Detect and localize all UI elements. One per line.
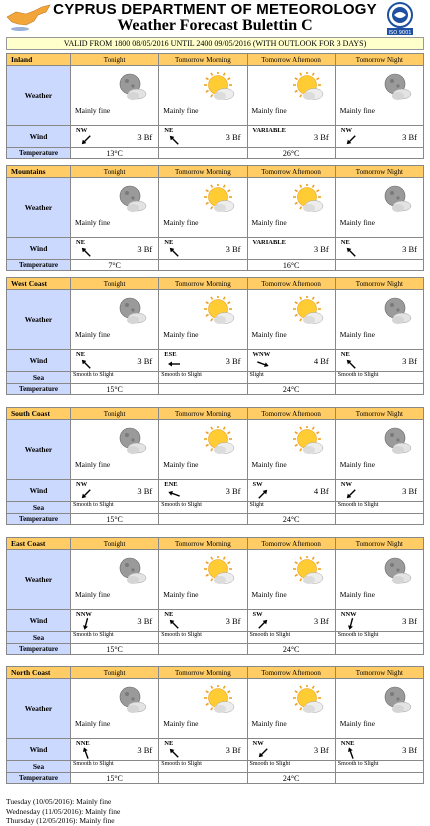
wind-direction: NNW [76, 611, 92, 618]
wind-label: Wind [7, 480, 71, 502]
weather-cell [335, 550, 423, 610]
temperature-label: Temperature [7, 148, 71, 159]
wind-cell [247, 126, 335, 148]
weather-cell [247, 679, 335, 739]
condition-text: Mainly fine [251, 460, 287, 469]
wind-arrow-icon [79, 618, 93, 632]
weather-cell [247, 420, 335, 480]
wind-cell [247, 480, 335, 502]
wind-arrow-icon [79, 134, 93, 148]
sea-state: Smooth to Slight [247, 632, 335, 644]
condition-text: Mainly fine [75, 106, 111, 115]
temperature-empty [335, 260, 423, 271]
temperature-min: 15°C [71, 773, 159, 784]
temperature-max: 24°C [247, 773, 335, 784]
temperature-empty [335, 644, 423, 655]
temperature-min: 13°C [71, 148, 159, 159]
wind-force: 3 Bf [313, 132, 329, 142]
region-table [6, 666, 424, 784]
wind-cell [71, 610, 159, 632]
weather-label: Weather [7, 66, 71, 126]
temperature-empty [159, 773, 247, 784]
wind-direction: NW [76, 481, 88, 488]
weather-cell [247, 178, 335, 238]
condition-text: Mainly fine [339, 719, 375, 728]
weather-cell [159, 178, 247, 238]
wind-force: 3 Bf [225, 745, 241, 755]
period-header: Tomorrow Night [335, 538, 423, 550]
sea-state: Smooth to Slight [159, 761, 247, 773]
wind-direction: NW [340, 127, 352, 134]
weather-label: Weather [7, 290, 71, 350]
region-name: South Coast [7, 408, 71, 420]
temperature-max: 26°C [247, 148, 335, 159]
sea-state: Smooth to Slight [159, 372, 247, 384]
weather-cell [159, 679, 247, 739]
wind-force: 3 Bf [137, 486, 153, 496]
wind-cell [247, 610, 335, 632]
condition-text: Mainly fine [75, 218, 111, 227]
weather-cell [159, 550, 247, 610]
weather-cell [159, 66, 247, 126]
wind-direction: NE [164, 239, 174, 246]
wind-direction: WNW [252, 351, 271, 358]
wind-arrow-icon [167, 618, 181, 632]
temperature-empty [159, 514, 247, 525]
condition-text: Mainly fine [163, 460, 199, 469]
weather-cell [71, 420, 159, 480]
condition-text: Mainly fine [339, 330, 375, 339]
wind-cell [71, 126, 159, 148]
period-header: Tomorrow Night [335, 278, 423, 290]
wind-arrow-icon [79, 488, 93, 502]
wind-direction: ENE [164, 481, 178, 488]
period-header: Tomorrow Morning [159, 538, 247, 550]
region-name: West Coast [7, 278, 71, 290]
temperature-empty [335, 514, 423, 525]
wind-force: 3 Bf [313, 616, 329, 626]
wind-force: 3 Bf [313, 244, 329, 254]
weather-cell [247, 290, 335, 350]
period-header: Tomorrow Morning [159, 54, 247, 66]
wind-label: Wind [7, 126, 71, 148]
condition-text: Mainly fine [251, 719, 287, 728]
weather-cell [335, 178, 423, 238]
sea-state: Smooth to Slight [335, 372, 423, 384]
temperature-empty [335, 384, 423, 395]
weather-label: Weather [7, 178, 71, 238]
wind-arrow-icon [79, 246, 93, 260]
sea-state: Slight [247, 502, 335, 514]
wind-cell [71, 739, 159, 761]
weather-cell [159, 290, 247, 350]
period-header: Tomorrow Afternoon [247, 54, 335, 66]
wind-cell [159, 610, 247, 632]
wind-direction: NW [76, 127, 88, 134]
temperature-max: 24°C [247, 644, 335, 655]
period-header: Tonight [71, 278, 159, 290]
wind-force: 3 Bf [402, 244, 417, 254]
wind-direction: NNW [340, 611, 357, 618]
weather-cell [71, 679, 159, 739]
temperature-label: Temperature [7, 644, 71, 655]
sea-state: Smooth to Slight [159, 502, 247, 514]
temperature-label: Temperature [7, 260, 71, 271]
period-header: Tonight [71, 538, 159, 550]
period-header: Tomorrow Morning [159, 667, 247, 679]
wind-direction: VARIABLE [252, 127, 286, 134]
wind-force: 3 Bf [225, 132, 241, 142]
outlook-line: Tuesday (10/05/2016): Mainly fine [6, 797, 112, 806]
wind-force: 4 Bf [313, 486, 329, 496]
period-header: Tomorrow Night [335, 408, 423, 420]
wind-arrow-icon [344, 134, 358, 148]
wind-arrow-icon [256, 747, 270, 761]
wind-force: 3 Bf [137, 616, 153, 626]
weather-cell [247, 550, 335, 610]
period-header: Tomorrow Afternoon [247, 408, 335, 420]
wind-force: 3 Bf [402, 132, 417, 142]
wind-direction: VARIABLE [252, 239, 286, 246]
wind-direction: NE [164, 127, 174, 134]
condition-text: Mainly fine [251, 590, 287, 599]
wind-cell [71, 350, 159, 372]
wind-cell [159, 126, 247, 148]
wind-cell [335, 126, 423, 148]
period-header: Tomorrow Afternoon [247, 278, 335, 290]
temperature-label: Temperature [7, 384, 71, 395]
wind-direction: NNE [340, 740, 355, 747]
wind-direction: NW [340, 481, 352, 488]
sea-state: Smooth to Slight [71, 761, 159, 773]
wind-direction: NE [76, 239, 86, 246]
sea-state: Smooth to Slight [335, 502, 423, 514]
wind-direction: NE [76, 351, 86, 358]
wind-arrow-icon [344, 488, 358, 502]
condition-text: Mainly fine [251, 218, 287, 227]
wind-direction: ESE [164, 351, 177, 358]
wind-direction: NE [340, 239, 350, 246]
region-table [6, 53, 424, 159]
wind-force: 3 Bf [137, 745, 153, 755]
temperature-empty [335, 773, 423, 784]
period-header: Tomorrow Afternoon [247, 166, 335, 178]
wind-cell [335, 350, 423, 372]
weather-cell [159, 420, 247, 480]
wind-direction: NE [164, 740, 174, 747]
wind-force: 3 Bf [402, 486, 417, 496]
wind-arrow-icon [256, 358, 270, 372]
condition-text: Mainly fine [75, 460, 111, 469]
outlook-line: Thursday (12/05/2016): Mainly fine [6, 816, 115, 825]
wind-cell [71, 238, 159, 260]
condition-text: Mainly fine [339, 460, 375, 469]
period-header: Tomorrow Morning [159, 166, 247, 178]
condition-text: Mainly fine [339, 106, 375, 115]
wind-cell [247, 350, 335, 372]
wind-arrow-icon [256, 618, 270, 632]
temperature-max: 24°C [247, 514, 335, 525]
period-header: Tomorrow Morning [159, 278, 247, 290]
wind-force: 3 Bf [137, 356, 153, 366]
weather-cell [335, 290, 423, 350]
condition-text: Mainly fine [75, 719, 111, 728]
region-name: Mountains [7, 166, 71, 178]
temperature-label: Temperature [7, 773, 71, 784]
wind-arrow-icon [167, 358, 181, 372]
condition-text: Mainly fine [163, 330, 199, 339]
wind-force: 4 Bf [313, 356, 329, 366]
condition-text: Mainly fine [75, 590, 111, 599]
wind-force: 3 Bf [225, 486, 241, 496]
temperature-min: 15°C [71, 384, 159, 395]
wind-cell [335, 739, 423, 761]
wind-arrow-icon [79, 747, 93, 761]
validity-banner: VALID FROM 1800 08/05/2016 UNTIL 2400 09/05/2016 (WITH OUTLOOK FOR 3 DAYS) [6, 37, 424, 50]
region-name: East Coast [7, 538, 71, 550]
weather-label: Weather [7, 679, 71, 739]
wind-force: 3 Bf [313, 745, 329, 755]
sea-label: Sea [7, 372, 71, 384]
period-header: Tonight [71, 166, 159, 178]
wind-direction: NE [164, 611, 174, 618]
wind-arrow-icon [344, 358, 358, 372]
temperature-min: 15°C [71, 644, 159, 655]
weather-cell [71, 66, 159, 126]
wind-label: Wind [7, 739, 71, 761]
wind-force: 3 Bf [137, 244, 153, 254]
wind-arrow-icon [167, 134, 181, 148]
temperature-empty [159, 644, 247, 655]
sea-state: Smooth to Slight [247, 761, 335, 773]
wind-cell [159, 238, 247, 260]
wind-force: 3 Bf [225, 616, 241, 626]
condition-text: Mainly fine [163, 218, 199, 227]
wind-arrow-icon [344, 618, 358, 632]
weather-label: Weather [7, 420, 71, 480]
condition-text: Mainly fine [251, 106, 287, 115]
weather-cell [335, 679, 423, 739]
wind-direction: SW [252, 481, 263, 488]
wind-arrow-icon [256, 488, 270, 502]
condition-text: Mainly fine [163, 106, 199, 115]
temperature-empty [159, 148, 247, 159]
sea-state: Smooth to Slight [335, 632, 423, 644]
temperature-min: 15°C [71, 514, 159, 525]
outlook [6, 797, 120, 826]
condition-text: Mainly fine [163, 719, 199, 728]
temperature-max: 24°C [247, 384, 335, 395]
sea-state: Slight [247, 372, 335, 384]
weather-cell [71, 550, 159, 610]
wind-force: 3 Bf [225, 244, 241, 254]
period-header: Tomorrow Afternoon [247, 667, 335, 679]
wind-force: 3 Bf [137, 132, 153, 142]
weather-cell [71, 178, 159, 238]
bulletin-title: Weather Forecast Bulettin C [117, 17, 313, 34]
region-table [6, 165, 424, 271]
wind-force: 3 Bf [402, 745, 417, 755]
temperature-label: Temperature [7, 514, 71, 525]
bulletin-header [0, 0, 430, 36]
wind-cell [335, 480, 423, 502]
region-table [6, 537, 424, 655]
wind-cell [247, 238, 335, 260]
period-header: Tomorrow Morning [159, 408, 247, 420]
region-name: North Coast [7, 667, 71, 679]
wind-direction: NE [340, 351, 350, 358]
region-name: Inland [7, 54, 71, 66]
wind-label: Wind [7, 610, 71, 632]
iso-label: ISO 9001 [388, 30, 412, 36]
period-header: Tonight [71, 408, 159, 420]
temperature-empty [159, 384, 247, 395]
temperature-max: 16°C [247, 260, 335, 271]
outlook-line: Wednesday (11/05/2016): Mainly fine [6, 806, 121, 816]
sea-label: Sea [7, 502, 71, 514]
condition-text: Mainly fine [75, 330, 111, 339]
period-header: Tomorrow Night [335, 54, 423, 66]
wind-cell [159, 739, 247, 761]
period-header: Tonight [71, 667, 159, 679]
wind-arrow-icon [344, 246, 358, 260]
condition-text: Mainly fine [163, 590, 199, 599]
condition-text: Mainly fine [339, 218, 375, 227]
region-table [6, 407, 424, 525]
wind-arrow-icon [167, 747, 181, 761]
sea-label: Sea [7, 632, 71, 644]
wind-cell [247, 739, 335, 761]
period-header: Tomorrow Night [335, 166, 423, 178]
wind-label: Wind [7, 350, 71, 372]
weather-cell [71, 290, 159, 350]
wind-force: 3 Bf [402, 356, 417, 366]
wind-label: Wind [7, 238, 71, 260]
wind-cell [335, 610, 423, 632]
weather-cell [247, 66, 335, 126]
wind-direction: NNE [76, 740, 90, 747]
wind-direction: SW [252, 611, 263, 618]
sea-state: Smooth to Slight [71, 632, 159, 644]
wind-arrow-icon [167, 246, 181, 260]
sea-state: Smooth to Slight [159, 632, 247, 644]
department-title: CYPRUS DEPARTMENT OF METEOROLOGY [53, 1, 377, 18]
sea-state: Smooth to Slight [335, 761, 423, 773]
condition-text: Mainly fine [339, 590, 375, 599]
weather-cell [335, 420, 423, 480]
wind-arrow-icon [79, 358, 93, 372]
condition-text: Mainly fine [251, 330, 287, 339]
temperature-empty [335, 148, 423, 159]
period-header: Tonight [71, 54, 159, 66]
wind-force: 3 Bf [225, 356, 241, 366]
wind-arrow-icon [167, 488, 181, 502]
wind-force: 3 Bf [402, 616, 417, 626]
sea-label: Sea [7, 761, 71, 773]
wind-cell [335, 238, 423, 260]
region-table [6, 277, 424, 395]
weather-label: Weather [7, 550, 71, 610]
wind-arrow-icon [344, 747, 358, 761]
sea-state: Smooth to Slight [71, 502, 159, 514]
weather-cell [335, 66, 423, 126]
wind-cell [159, 350, 247, 372]
period-header: Tomorrow Afternoon [247, 538, 335, 550]
temperature-empty [159, 260, 247, 271]
wind-direction: NW [252, 740, 264, 747]
iso-logo [386, 2, 414, 36]
sea-state: Smooth to Slight [71, 372, 159, 384]
wind-cell [159, 480, 247, 502]
temperature-min: 7°C [71, 260, 159, 271]
wind-cell [71, 480, 159, 502]
period-header: Tomorrow Night [335, 667, 423, 679]
